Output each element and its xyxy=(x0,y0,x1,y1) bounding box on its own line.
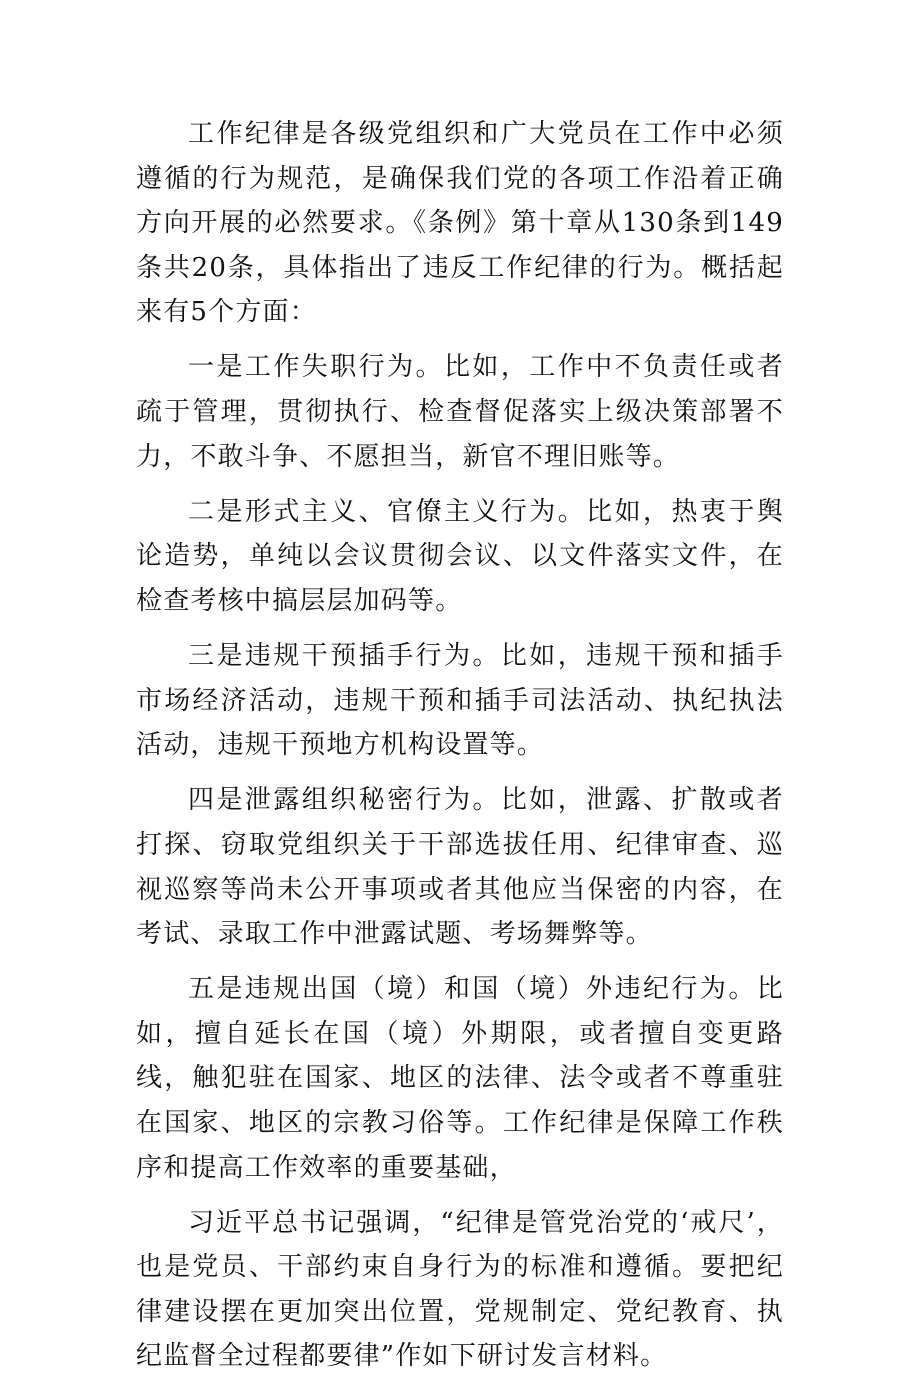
paragraph-point-2: 二是形式主义、官僚主义行为。比如，热衷于舆论造势，单纯以会议贯彻会议、以文件落实文件，在检查考核中搞层层加码等。 xyxy=(136,496,784,616)
paragraph-quote: 习近平总书记强调，“纪律是管党治党的‘戒尺’，也是党员、干部约束自身行为的标准和遵循。要把纪律建设摆在更加突出位置，党规制定、党纪教育、执纪监督全过程都要律”作如下研讨发言材料。 xyxy=(136,1207,784,1372)
paragraph-point-3: 三是违规干预插手行为。比如，违规干预和插手市场经济活动，违规干预和插手司法活动、执纪执法活动，违规干预地方机构设置等。 xyxy=(136,641,784,761)
paragraph-intro: 工作纪律是各级党组织和广大党员在工作中必须遵循的行为规范，是确保我们党的各项工作沿着正确方向开展的必然要求。《条例》第十章从130条到149条共20条，具体指出了违反工作纪律的行为。概括起来有5个方面： xyxy=(136,119,784,328)
paragraph-point-5: 五是违规出国（境）和国（境）外违纪行为。比如，擅自延长在国（境）外期限，或者擅自变更路线，触犯驻在国家、地区的法律、法令或者不尊重驻在国家、地区的宗教习俗等。工作纪律是保障工作秩序和提高工作效率的重要基础， xyxy=(136,974,784,1183)
paragraph-point-1: 一是工作失职行为。比如，工作中不负责任或者疏于管理，贯彻执行、检查督促落实上级决策部署不力，不敢斗争、不愿担当，新官不理旧账等。 xyxy=(136,352,784,472)
document-body xyxy=(136,112,784,1390)
paragraph-point-4: 四是泄露组织秘密行为。比如，泄露、扩散或者打探、窃取党组织关于干部选拔任用、纪律审查、巡视巡察等尚未公开事项或者其他应当保密的内容，在考试、录取工作中泄露试题、考场舞弊等。 xyxy=(136,785,784,950)
